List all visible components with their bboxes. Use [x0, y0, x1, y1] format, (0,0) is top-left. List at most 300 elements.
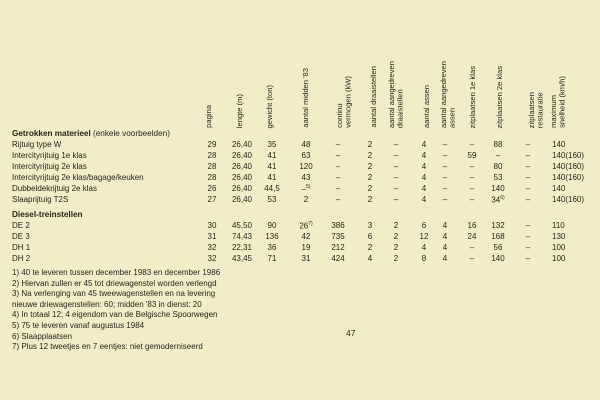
cell-snelheid [552, 173, 584, 182]
cell-value: 74,43 [231, 232, 253, 241]
footnote: 2) Hiervan zullen er 45 tot driewagenstel worden verlengd [12, 278, 217, 288]
cell-value: 4 [367, 254, 373, 263]
cell-value: 26,40 [231, 184, 253, 193]
cell-value: – [335, 195, 341, 204]
cell-pagina [208, 173, 217, 182]
cell-aangedr-draaistellen [394, 173, 398, 182]
cell-gewicht [268, 162, 277, 171]
cell-rest [526, 221, 530, 230]
cell-value: 4 [442, 254, 448, 263]
cell-value: 4 [421, 151, 427, 160]
cell-value: 28 [207, 162, 217, 171]
cell-value: – [442, 162, 448, 171]
cell-gewicht [268, 173, 277, 182]
cell-value: 120 [299, 162, 313, 171]
cell-value: 43,45 [231, 254, 253, 263]
cell-gewicht [268, 151, 277, 160]
cell-value: 4 [421, 162, 427, 171]
cell-aangedr-draaistellen [394, 151, 398, 160]
cell-value: – [393, 195, 399, 204]
cell-vermogen [336, 173, 340, 182]
cell-zit2 [491, 254, 504, 263]
cell-rest [526, 151, 530, 160]
cell-value: 4 [421, 195, 427, 204]
table-row [12, 140, 600, 151]
cell-pagina [208, 151, 217, 160]
cell-rest [526, 140, 530, 149]
cell-value: 16 [467, 221, 477, 230]
header-assen: aantal assen [422, 84, 431, 128]
cell-value: 140 [552, 184, 566, 193]
cell-value: 2 [393, 232, 399, 241]
cell-value: 2 [367, 173, 373, 182]
cell-aantal [302, 254, 311, 263]
cell-value: – [525, 173, 531, 182]
cell-gewicht [268, 243, 277, 252]
cell-value: – [442, 184, 448, 193]
cell-pagina [208, 232, 217, 241]
cell-value: 3 [367, 221, 373, 230]
cell-lengte [232, 243, 252, 252]
cell-zit1 [470, 184, 474, 193]
cell-vermogen [336, 151, 340, 160]
cell-rest [526, 195, 530, 204]
cell-value: – [469, 162, 475, 171]
cell-aangedr-assen [443, 221, 447, 230]
cell-value: 130 [552, 232, 566, 241]
header-aangedreven-assen: aantal aangedreven assen [439, 60, 457, 128]
cell-value: 28 [207, 151, 217, 160]
row-name: Intercityrijtuig 2e klas [12, 162, 87, 171]
footnotes [12, 268, 220, 353]
cell-zit2 [491, 221, 504, 230]
cell-value: 6 [421, 221, 427, 230]
row-name: DE 2 [12, 221, 30, 230]
cell-value: 140(160) [552, 151, 585, 160]
cell-snelheid [552, 140, 565, 149]
cell-assen [422, 140, 426, 149]
cell-value: – [393, 140, 399, 149]
header-gewicht: gewicht (ton) [265, 84, 274, 128]
cell-lengte [232, 140, 252, 149]
cell-aangedr-assen [443, 254, 447, 263]
cell-value: – [525, 151, 531, 160]
cell-zit1 [468, 232, 477, 241]
cell-value: 90 [267, 221, 277, 230]
cell-aangedr-assen [443, 243, 447, 252]
cell-value: 31 [207, 232, 217, 241]
cell-value: 34 [491, 195, 501, 205]
cell-value: 2 [367, 140, 373, 149]
cell-value: 2 [393, 243, 399, 252]
cell-value: 36 [267, 243, 277, 252]
header-lengte: lengte (m) [235, 93, 244, 128]
cell-zit1 [468, 151, 477, 160]
cell-zit2 [494, 140, 503, 149]
cell-value: 71 [267, 254, 277, 263]
cell-zit1 [470, 162, 474, 171]
cell-value: – [393, 151, 399, 160]
table-row [12, 254, 600, 265]
cell-aangedr-assen [443, 173, 447, 182]
cell-value: 140(160) [552, 195, 585, 204]
row-name: Intercityrijtuig 1e klas [12, 151, 87, 160]
cell-lengte [232, 221, 252, 230]
cell-lengte [232, 254, 252, 263]
cell-value: 24 [467, 232, 477, 241]
cell-snelheid [552, 243, 565, 252]
cell-zit2 [494, 162, 503, 171]
header-snelheid: maximum snelheid (km/h) [549, 76, 567, 128]
cell-aangedr-draaistellen [394, 221, 398, 230]
cell-value: 6 [367, 232, 373, 241]
cell-value: – [469, 254, 475, 263]
cell-draaistellen [368, 232, 372, 241]
table-row [12, 151, 600, 162]
header-aangedreven-draaistellen: aantal aangedreven draaistellen [387, 60, 405, 128]
cell-value: – [525, 254, 531, 263]
cell-value: – [525, 184, 531, 193]
cell-aangedr-assen [443, 151, 447, 160]
cell-gewicht [268, 140, 277, 149]
cell-vermogen [336, 140, 340, 149]
cell-lengte [232, 151, 252, 160]
cell-zit2 [494, 243, 503, 252]
cell-assen [422, 243, 426, 252]
cell-value: 4 [421, 173, 427, 182]
cell-value: 59 [467, 151, 477, 160]
footnote: 7) Plus 12 tweetjes en 7 eentjes: niet gemoderniseerd [12, 342, 203, 352]
cell-value: 132 [491, 221, 505, 230]
cell-value: – [442, 140, 448, 149]
cell-value: – [469, 140, 475, 149]
cell-snelheid [552, 254, 565, 263]
cell-zit2 [491, 184, 504, 193]
header-pagina: pagina [204, 105, 213, 128]
cell-value: 29 [207, 140, 217, 149]
cell-zit2 [496, 151, 500, 160]
cell-value: 2 [367, 162, 373, 171]
cell-assen [422, 221, 426, 230]
table-row [12, 184, 600, 195]
cell-value: 32 [207, 254, 217, 263]
cell-draaistellen [368, 184, 372, 193]
cell-zit1 [470, 254, 474, 263]
cell-value: 22,31 [231, 243, 253, 252]
cell-aantal [302, 140, 311, 149]
cell-value: 2 [367, 151, 373, 160]
cell-zit1 [470, 140, 474, 149]
cell-value: 45,50 [231, 221, 253, 230]
cell-snelheid [552, 221, 565, 230]
header-aantal-midden: aantal midden '83 [301, 68, 310, 128]
cell-value: – [393, 173, 399, 182]
cell-value: 41 [267, 151, 277, 160]
cell-draaistellen [368, 221, 372, 230]
cell-zit1 [470, 243, 474, 252]
cell-value: – [442, 173, 448, 182]
table-row [12, 232, 600, 243]
cell-value: 32 [207, 243, 217, 252]
cell-rest [526, 243, 530, 252]
cell-value: 4 [442, 221, 448, 230]
cell-value: 48 [301, 140, 311, 149]
cell-value: 12 [419, 232, 429, 241]
row-name: DH 1 [12, 243, 31, 252]
cell-gewicht [264, 184, 280, 193]
cell-draaistellen [368, 140, 372, 149]
header-zitplaatsen-2e: zitplaatsen 2e klas [495, 65, 504, 128]
cell-zit1 [470, 195, 474, 204]
cell-value: 26,40 [231, 162, 253, 171]
footnote-ref: 6) [500, 195, 505, 201]
cell-zit2 [491, 195, 504, 205]
cell-pagina [208, 162, 217, 171]
cell-value: – [335, 162, 341, 171]
row-name: DH 2 [12, 254, 31, 263]
cell-value: – [495, 151, 501, 160]
cell-value: 43 [301, 173, 311, 182]
cell-aangedr-assen [443, 195, 447, 204]
cell-value: 140 [491, 184, 505, 193]
cell-value: 42 [301, 232, 311, 241]
table-row [12, 173, 600, 184]
cell-gewicht [265, 232, 278, 241]
cell-aangedr-draaistellen [394, 254, 398, 263]
cell-assen [422, 184, 426, 193]
cell-value: – [335, 184, 341, 193]
cell-aantal [299, 162, 312, 171]
cell-value: 140(160) [552, 162, 585, 171]
cell-vermogen [336, 195, 340, 204]
cell-lengte [232, 184, 252, 193]
cell-value: 80 [493, 162, 503, 171]
cell-snelheid [552, 162, 584, 171]
cell-aangedr-draaistellen [394, 140, 398, 149]
cell-value: 4 [421, 243, 427, 252]
cell-lengte [232, 162, 252, 171]
cell-value: 386 [331, 221, 345, 230]
cell-value: 2 [303, 195, 309, 204]
row-name: Slaaprijtuig T2S [12, 195, 69, 204]
header-restauratie: zitplaatsen restauratie [527, 91, 545, 128]
cell-assen [422, 151, 426, 160]
cell-value: 56 [493, 243, 503, 252]
cell-value: 2 [367, 184, 373, 193]
table-row [12, 221, 600, 232]
row-name: Intercityrijtuig 2e klas/bagage/keuken [12, 173, 144, 182]
cell-vermogen [331, 221, 344, 230]
section-subtitle-text: (enkele voorbeelden) [90, 129, 170, 138]
cell-vermogen [331, 254, 344, 263]
cell-zit1 [470, 173, 474, 182]
cell-assen [422, 162, 426, 171]
cell-vermogen [336, 184, 340, 193]
cell-value: – [525, 221, 531, 230]
cell-value: – [469, 173, 475, 182]
cell-value: 2 [393, 221, 399, 230]
cell-value: 19 [301, 243, 311, 252]
cell-rest [526, 254, 530, 263]
cell-value: 140(160) [552, 173, 585, 182]
cell-value: – [525, 162, 531, 171]
cell-aangedr-draaistellen [394, 162, 398, 171]
footnote: 6) Slaapplaatsen [12, 331, 73, 341]
cell-value: – [469, 184, 475, 193]
header-vermogen: continu vermogen (kW) [335, 76, 353, 128]
cell-value: 140 [491, 254, 505, 263]
cell-value: 53 [493, 173, 503, 182]
cell-aantal [302, 184, 311, 194]
cell-value: 27 [207, 195, 217, 204]
cell-zit2 [491, 232, 504, 241]
cell-value: – [442, 195, 448, 204]
cell-value: 30 [207, 221, 217, 230]
cell-draaistellen [368, 195, 372, 204]
cell-value: 26,40 [231, 140, 253, 149]
cell-value: 168 [491, 232, 505, 241]
cell-draaistellen [368, 173, 372, 182]
cell-value: 2 [367, 195, 373, 204]
cell-pagina [208, 243, 217, 252]
row-name: DE 3 [12, 232, 30, 241]
section-title-text: Getrokken materieel [12, 129, 91, 138]
row-name: Rijtuig type W [12, 140, 62, 149]
cell-value: 4 [442, 243, 448, 252]
cell-aantal [299, 221, 312, 231]
cell-vermogen [331, 232, 344, 241]
cell-aangedr-draaistellen [394, 195, 398, 204]
cell-draaistellen [368, 162, 372, 171]
section-title-diesel: Diesel-treinstellen [12, 210, 83, 219]
cell-value: 41 [267, 173, 277, 182]
cell-aangedr-draaistellen [394, 232, 398, 241]
cell-aangedr-assen [443, 232, 447, 241]
cell-value: 41 [267, 162, 277, 171]
cell-value: 136 [265, 232, 279, 241]
cell-value: – [335, 140, 341, 149]
cell-value: 4 [421, 184, 427, 193]
cell-aangedr-assen [443, 162, 447, 171]
cell-draaistellen [368, 243, 372, 252]
cell-value: – [469, 243, 475, 252]
cell-aangedr-assen [443, 140, 447, 149]
cell-aantal [302, 173, 311, 182]
cell-value: 100 [552, 254, 566, 263]
cell-rest [526, 184, 530, 193]
cell-assen [422, 195, 426, 204]
cell-lengte [232, 173, 252, 182]
footnote: 4) In totaal 12; 4 eigendom van de Belgische Spoorwegen [12, 310, 218, 320]
header-zitplaatsen-1e: zitplaatsen 1e klas [468, 65, 477, 128]
cell-value: – [393, 184, 399, 193]
cell-value: 2 [393, 254, 399, 263]
cell-assen [422, 254, 426, 263]
cell-gewicht [268, 254, 277, 263]
table-row [12, 243, 600, 254]
header-draaistellen: aantal draaistellen [369, 66, 378, 128]
cell-aantal [302, 151, 311, 160]
cell-value: 28 [207, 173, 217, 182]
cell-value: 735 [331, 232, 345, 241]
cell-assen [422, 173, 426, 182]
cell-value: 4 [442, 232, 448, 241]
cell-value: 140 [552, 140, 566, 149]
cell-gewicht [268, 221, 277, 230]
cell-snelheid [552, 232, 565, 241]
cell-aantal [302, 243, 311, 252]
cell-pagina [208, 184, 217, 193]
cell-value: – [335, 173, 341, 182]
section-title-getrokken [12, 129, 170, 138]
cell-value: 35 [267, 140, 277, 149]
cell-value: – [525, 195, 531, 204]
cell-value: 53 [267, 195, 277, 204]
cell-zit1 [468, 221, 477, 230]
cell-draaistellen [368, 151, 372, 160]
cell-value: 26 [299, 221, 309, 231]
cell-value: 100 [552, 243, 566, 252]
cell-aangedr-draaistellen [394, 184, 398, 193]
cell-zit2 [494, 173, 503, 182]
footnote: 1) 40 te leveren tussen december 1983 en december 1986 [12, 268, 221, 277]
cell-snelheid [552, 195, 584, 204]
cell-rest [526, 232, 530, 241]
cell-value: 2 [367, 243, 373, 252]
row-name: Dubbeldekrijtuig 2e klas [12, 184, 97, 193]
cell-snelheid [552, 151, 584, 160]
cell-value: 44,5 [264, 184, 280, 193]
cell-value: 26,40 [231, 151, 253, 160]
cell-value: 88 [493, 140, 503, 149]
cell-vermogen [336, 162, 340, 171]
page-number: 47 [346, 328, 356, 338]
cell-value: 26,40 [231, 195, 253, 204]
cell-vermogen [331, 243, 344, 252]
cell-value: – [301, 184, 306, 194]
cell-value: 63 [301, 151, 311, 160]
cell-value: – [442, 151, 448, 160]
cell-value: – [525, 140, 531, 149]
cell-value: 26,40 [231, 173, 253, 182]
cell-value: 4 [421, 140, 427, 149]
cell-assen [420, 232, 429, 241]
cell-value: 110 [552, 221, 565, 230]
cell-pagina [208, 221, 217, 230]
footnote: 3) Na verlenging van 45 tweewagenstellen en na levering [12, 289, 216, 299]
cell-value: 8 [421, 254, 427, 263]
cell-value: – [525, 243, 531, 252]
cell-aangedr-assen [443, 184, 447, 193]
cell-rest [526, 162, 530, 171]
cell-pagina [208, 195, 217, 204]
cell-gewicht [268, 195, 277, 204]
cell-pagina [208, 254, 217, 263]
cell-aantal [302, 232, 311, 241]
cell-pagina [208, 140, 217, 149]
cell-value: – [393, 162, 399, 171]
footnote-ref: 5) [306, 184, 311, 190]
cell-aangedr-draaistellen [394, 243, 398, 252]
cell-value: 31 [301, 254, 311, 263]
cell-value: 212 [331, 243, 345, 252]
footnote: nieuwe driewagenstellen: 60; midden '83 in dienst: 20 [12, 299, 202, 309]
cell-aantal [304, 195, 308, 204]
cell-value: – [335, 151, 341, 160]
cell-value: 424 [331, 254, 345, 263]
cell-value: – [469, 195, 475, 204]
table-row [12, 162, 600, 173]
